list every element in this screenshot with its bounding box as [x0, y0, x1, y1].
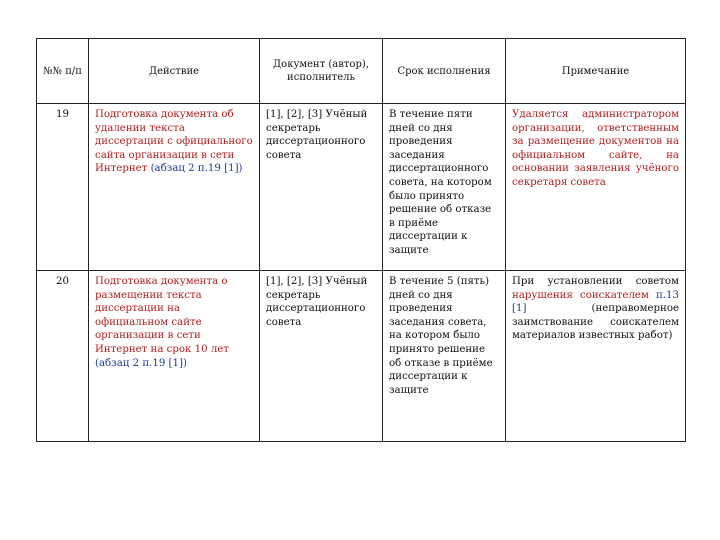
header-deadline: Срок исполнения: [383, 39, 506, 104]
table-header-row: [37, 39, 686, 104]
row-deadline: В течение 5 (пять) дней со дня проведения заседания совета, на котором было принято решение об отказе в приёме диссертации к защите: [383, 271, 506, 442]
row-number: 20: [37, 271, 89, 442]
header-document: Документ (автор), исполнитель: [260, 39, 383, 104]
row-number: 19: [37, 104, 89, 271]
header-action: Действие: [89, 39, 260, 104]
note-violation: нарушения соискателем: [512, 289, 649, 301]
row-note: [506, 271, 686, 442]
note-reference: п.13 [1]: [512, 289, 679, 315]
action-reference: (абзац 2 п.19 [1]): [150, 163, 243, 175]
action-text: Подготовка документа о размещении текста диссертации на официальном сайте организации в сети Интернет на срок 10 лет: [95, 276, 229, 355]
table-row: [37, 271, 686, 442]
note-rest: (неправомерное заимствование соискателем материалов известных работ): [512, 303, 679, 342]
document-table: [36, 38, 686, 442]
row-action: [89, 271, 260, 442]
table-row: [37, 104, 686, 271]
row-document: [1], [2], [3] Учёный секретарь диссертационного совета: [260, 271, 383, 442]
note-intro: При установлении советом: [512, 276, 679, 287]
row-document: [1], [2], [3] Учёный секретарь диссертационного совета: [260, 104, 383, 271]
header-note: Примечание: [506, 39, 686, 104]
row-action: [89, 104, 260, 271]
action-reference: (абзац 2 п.19 [1]): [95, 357, 187, 369]
row-note: Удаляется администратором организации, ответственным за размещение документов на официальном сайте, на основании заявления учёного секретаря совета: [506, 104, 686, 271]
row-deadline: В течение пяти дней со дня проведения заседания диссертационного совета, на котором было принято решение об отказе в приёме диссертации к защите: [383, 104, 506, 271]
action-text: Подготовка документа об удалении текста диссертации с официального сайта организации в сети Интернет: [95, 109, 253, 175]
header-number: №№ п/п: [37, 39, 89, 104]
